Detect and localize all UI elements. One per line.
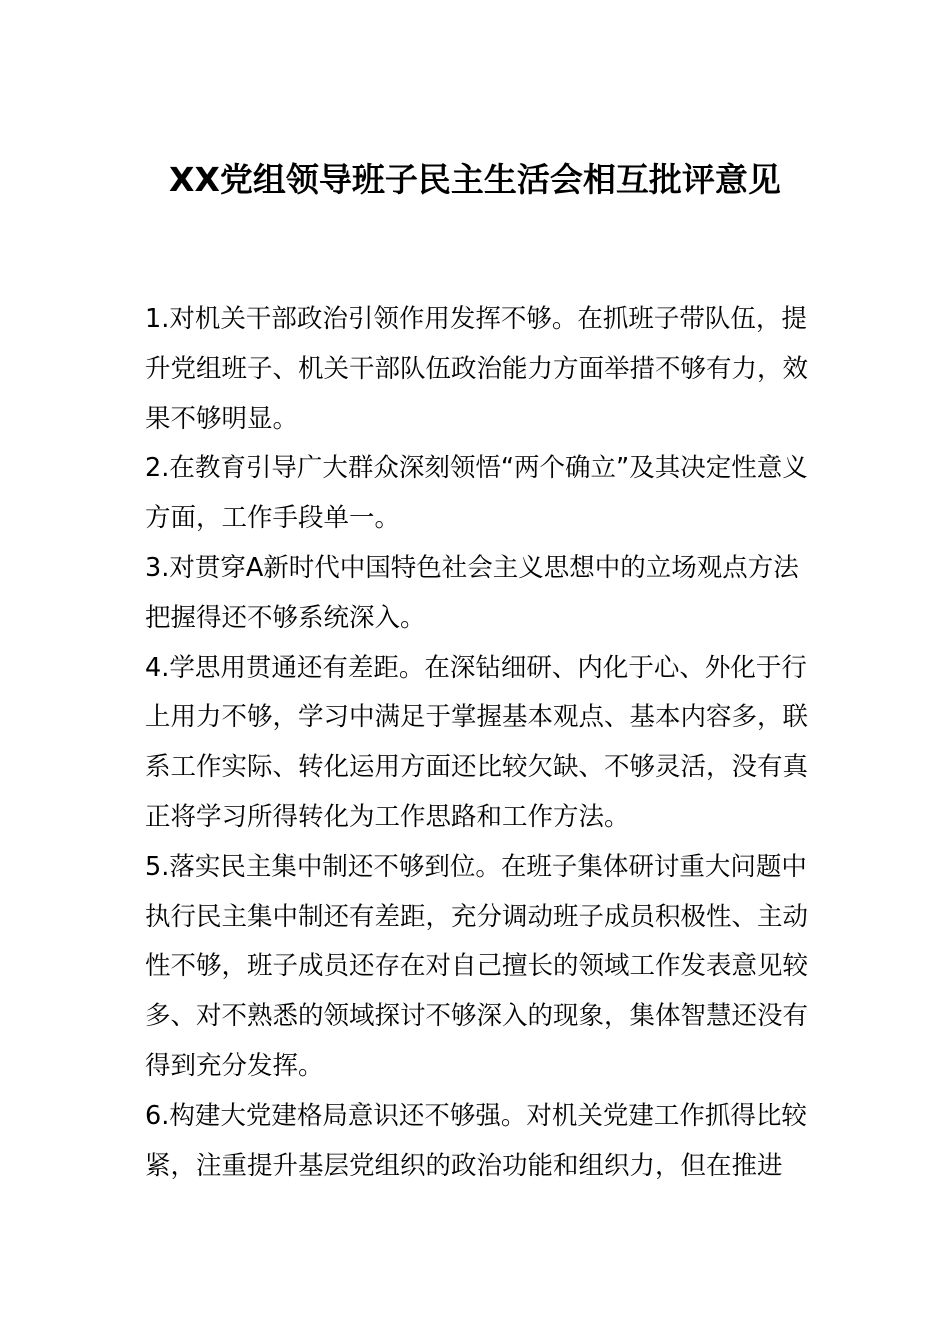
paragraph-5: 5.落实民主集中制还不够到位。在班子集体研讨重大问题中执行民主集中制还有差距，充分调动班子成员积极性、主动性不够，班子成员还存在对自己擅长的领域工作发表意见较多、对不熟悉的领域探讨不够深入的现象，集体智慧还没有得到充分发挥。 bbox=[145, 851, 809, 1081]
document-title: XX党组领导班子民主生活会相互批评意见 bbox=[169, 160, 781, 199]
document-body bbox=[145, 295, 810, 1191]
paragraph-4: 4.学思用贯通还有差距。在深钻细研、内化于心、外化于行上用力不够，学习中满足于掌握基本观点、基本内容多，联系工作实际、转化运用方面还比较欠缺、不够灵活，没有真正将学习所得转化为工作思路和工作方法。 bbox=[145, 652, 809, 832]
paragraph-3: 3.对贯穿A新时代中国特色社会主义思想中的立场观点方法把握得还不够系统深入。 bbox=[145, 552, 799, 633]
paragraph-2: 2.在教育引导广大群众深刻领悟“两个确立”及其决定性意义方面，工作手段单一。 bbox=[145, 453, 808, 534]
paragraph-6: 6.构建大党建格局意识还不够强。对机关党建工作抓得比较紧，注重提升基层党组织的政治功能和组织力，但在推进 bbox=[145, 1100, 807, 1181]
paragraph-1: 1.对机关干部政治引领作用发挥不够。在抓班子带队伍，提升党组班子、机关干部队伍政治能力方面举措不够有力，效果不够明显。 bbox=[145, 304, 809, 434]
